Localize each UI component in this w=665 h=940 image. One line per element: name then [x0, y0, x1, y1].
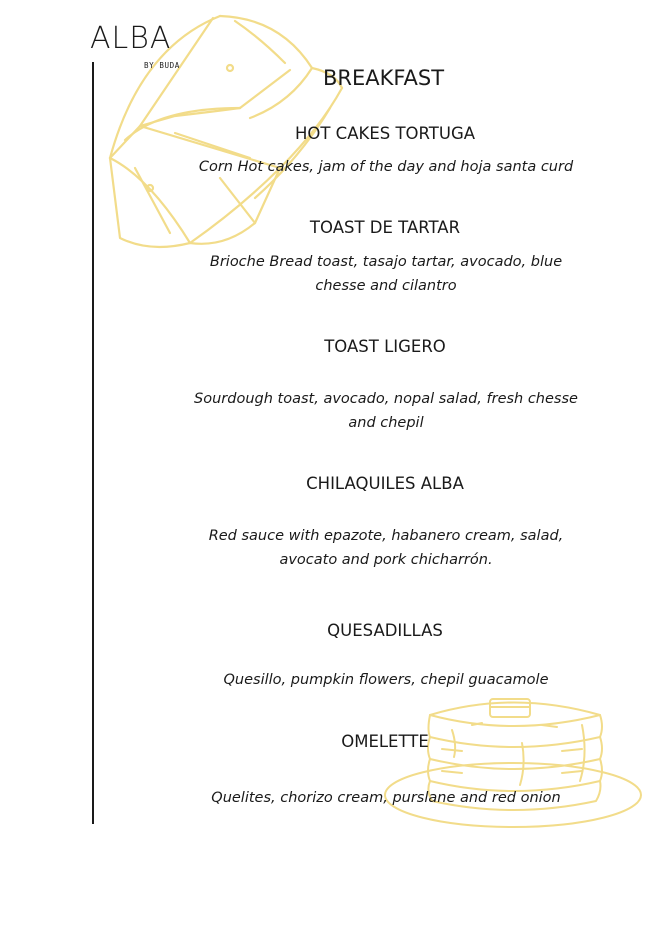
menu-item-name: QUESADILLAS [327, 621, 443, 640]
menu-item-name: HOT CAKES TORTUGA [294, 124, 476, 143]
menu-item-description: Brioche Bread toast, tasajo tartar, avocado, blue chesse and cilantro [209, 254, 563, 294]
menu-item-name: TOAST DE TARTAR [309, 218, 461, 237]
brand-tagline: BY BUDA [144, 61, 180, 70]
menu-item-description: Quesillo, pumpkin flowers, chepil guacamole [223, 672, 549, 688]
menu-item-name: CHILAQUILES ALBA [306, 474, 464, 493]
brand-logo: ALBA [90, 21, 172, 56]
menu-item-name: OMELETTE [341, 732, 429, 751]
menu-item-description: Sourdough toast, avocado, nopal salad, fresh chesse and chepil [194, 391, 578, 431]
menu-item-description: Red sauce with epazote, habanero cream, salad, avocato and pork chicharrón. [208, 528, 564, 568]
section-title: BREAKFAST [323, 66, 445, 90]
menu-item-description: Quelites, chorizo cream, purslane and red onion [211, 790, 561, 806]
vertical-divider [92, 62, 94, 824]
pancake-stack-illustration-icon [382, 685, 644, 835]
menu-item-description: Corn Hot cakes, jam of the day and hoja santa curd [198, 159, 574, 175]
menu-item-name: TOAST LIGERO [324, 337, 446, 356]
